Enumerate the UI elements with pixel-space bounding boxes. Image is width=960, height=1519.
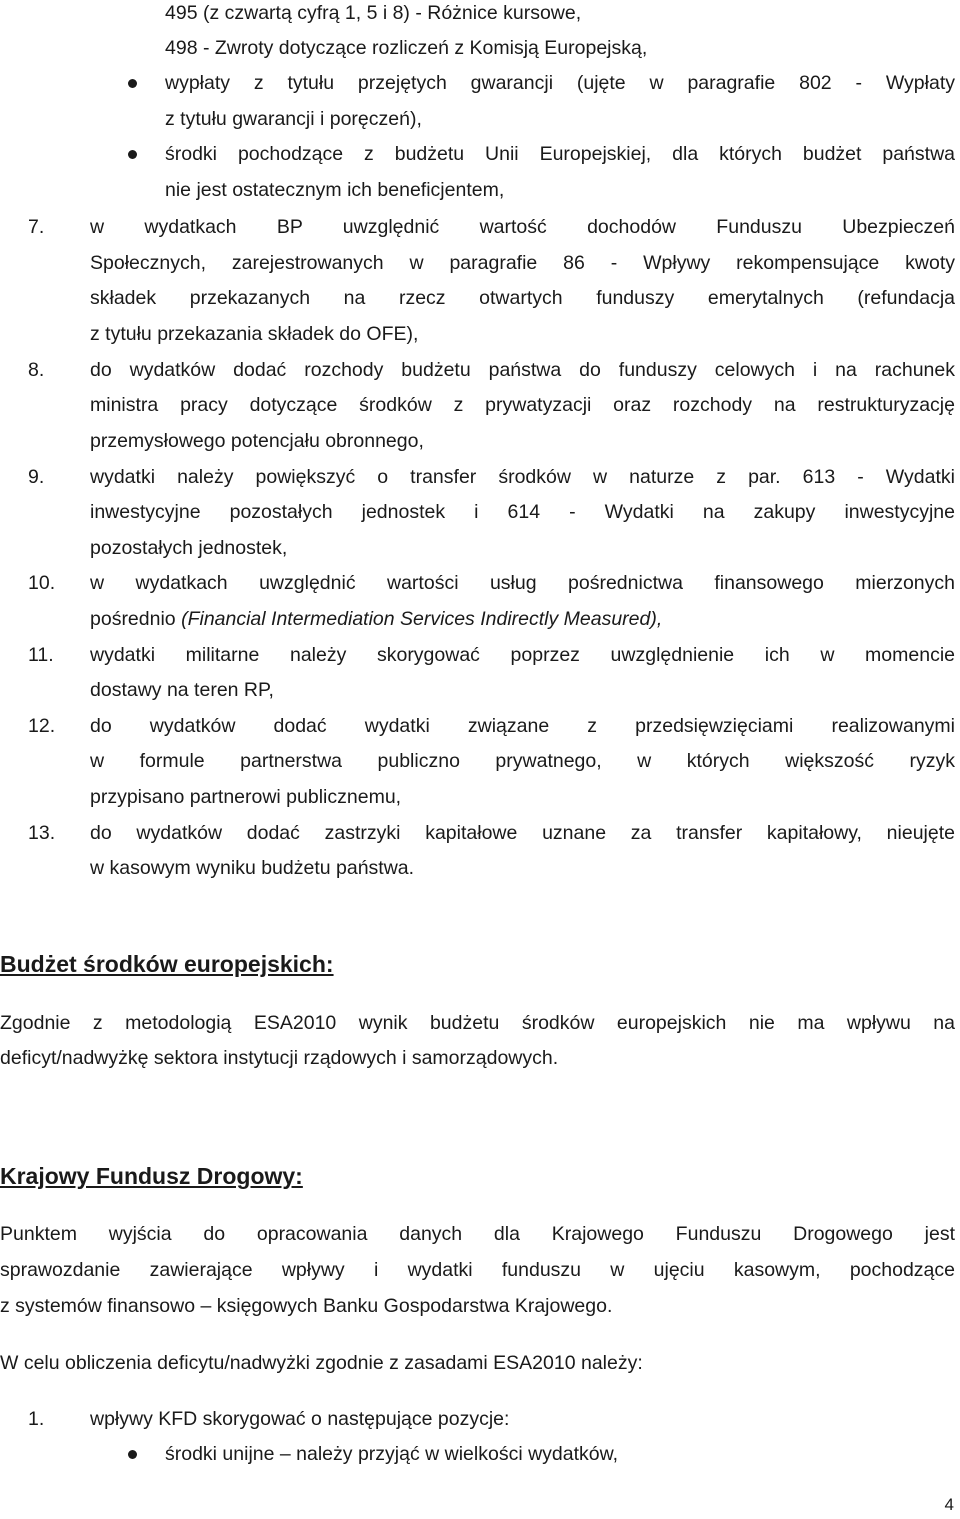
list-line: ministra pracy dotyczące środków z prywatyzacji oraz rozchody na restrukturyzację xyxy=(90,394,955,416)
list-line: 495 (z czwartą cyfrą 1, 5 i 8) - Różnice kursowe, xyxy=(165,2,582,24)
item-number: 1. xyxy=(28,1408,45,1430)
list-line: do wydatków dodać rozchody budżetu państwa do funduszy celowych i na rachunek xyxy=(90,359,955,381)
list-line-prefix: pośrednio xyxy=(90,608,182,630)
bullet-icon xyxy=(128,1450,137,1459)
list-line: środki pochodzące z budżetu Unii Europejskiej, dla których budżet państwa xyxy=(165,143,955,165)
list-line: z tytułu przekazania składek do OFE), xyxy=(90,323,419,345)
paragraph-line: W celu obliczenia deficytu/nadwyżki zgodnie z zasadami ESA2010 należy: xyxy=(0,1352,643,1374)
list-line: przypisano partnerowi publicznemu, xyxy=(90,786,402,808)
paragraph-line: deficyt/nadwyżkę sektora instytucji rządowych i samorządowych. xyxy=(0,1047,559,1069)
list-line: pozostałych jednostek, xyxy=(90,537,288,559)
item-number: 12. xyxy=(28,715,56,737)
item-number: 11. xyxy=(28,644,54,666)
bullet-icon xyxy=(128,150,137,159)
list-line: składek przekazanych na rzecz otwartych funduszy emerytalnych (refundacja xyxy=(90,287,955,309)
paragraph-line: Zgodnie z metodologią ESA2010 wynik budżetu środków europejskich nie ma wpływu na xyxy=(0,1012,955,1034)
page-number: 4 xyxy=(944,1495,954,1514)
item-number: 8. xyxy=(28,359,45,381)
list-line: wydatki militarne należy skorygować poprzez uwzględnienie ich w momencie xyxy=(90,644,955,666)
italic-term: (Financial Intermediation Services Indirectly Measured), xyxy=(181,608,663,630)
list-line: z tytułu gwarancji i poręczeń), xyxy=(165,108,422,130)
list-line: wpływy KFD skorygować o następujące pozycje: xyxy=(90,1408,510,1430)
list-line: przemysłowego potencjału obronnego, xyxy=(90,430,424,452)
list-line: do wydatków dodać zastrzyki kapitałowe uznane za transfer kapitałowy, nieujęte xyxy=(90,822,955,844)
list-line: Społecznych, zarejestrowanych w paragrafie 86 - Wpływy rekompensujące kwoty xyxy=(90,252,955,274)
list-line: wypłaty z tytułu przejętych gwarancji (ujęte w paragrafie 802 - Wypłaty xyxy=(165,72,955,94)
section-heading-eu: Budżet środków europejskich: xyxy=(0,951,334,977)
bullet-icon xyxy=(128,79,137,88)
item-number: 10. xyxy=(28,572,56,594)
item-number: 7. xyxy=(28,216,45,238)
list-line: wydatki należy powiększyć o transfer środków w naturze z par. 613 - Wydatki xyxy=(90,466,955,488)
list-line: w formule partnerstwa publiczno prywatnego, w których większość ryzyk xyxy=(90,750,955,772)
paragraph-line: z systemów finansowo – księgowych Banku Gospodarstwa Krajowego. xyxy=(0,1295,613,1317)
item-number: 9. xyxy=(28,466,45,488)
paragraph-line: Punktem wyjścia do opracowania danych dla Krajowego Funduszu Drogowego jest xyxy=(0,1223,955,1245)
list-line: w kasowym wyniku budżetu państwa. xyxy=(90,857,415,879)
list-line: nie jest ostatecznym ich beneficjentem, xyxy=(165,179,505,201)
list-line: 498 - Zwroty dotyczące rozliczeń z Komisją Europejską, xyxy=(165,37,648,59)
item-number: 13. xyxy=(28,822,56,844)
list-line: inwestycyjne pozostałych jednostek i 614 - Wydatki na zakupy inwestycyjne xyxy=(90,501,955,523)
paragraph-line: sprawozdanie zawierające wpływy i wydatki funduszu w ujęciu kasowym, pochodzące xyxy=(0,1259,955,1281)
list-line: środki unijne – należy przyjąć w wielkości wydatków, xyxy=(165,1443,619,1465)
list-line: do wydatków dodać wydatki związane z przedsięwzięciami realizowanymi xyxy=(90,715,955,737)
section-heading-kfd: Krajowy Fundusz Drogowy: xyxy=(0,1163,303,1189)
list-line: dostawy na teren RP, xyxy=(90,679,274,701)
list-line xyxy=(90,606,662,632)
list-line: w wydatkach BP uwzględnić wartość dochodów Funduszu Ubezpieczeń xyxy=(90,216,955,238)
list-line: w wydatkach uwzględnić wartości usług pośrednictwa finansowego mierzonych xyxy=(90,572,955,594)
